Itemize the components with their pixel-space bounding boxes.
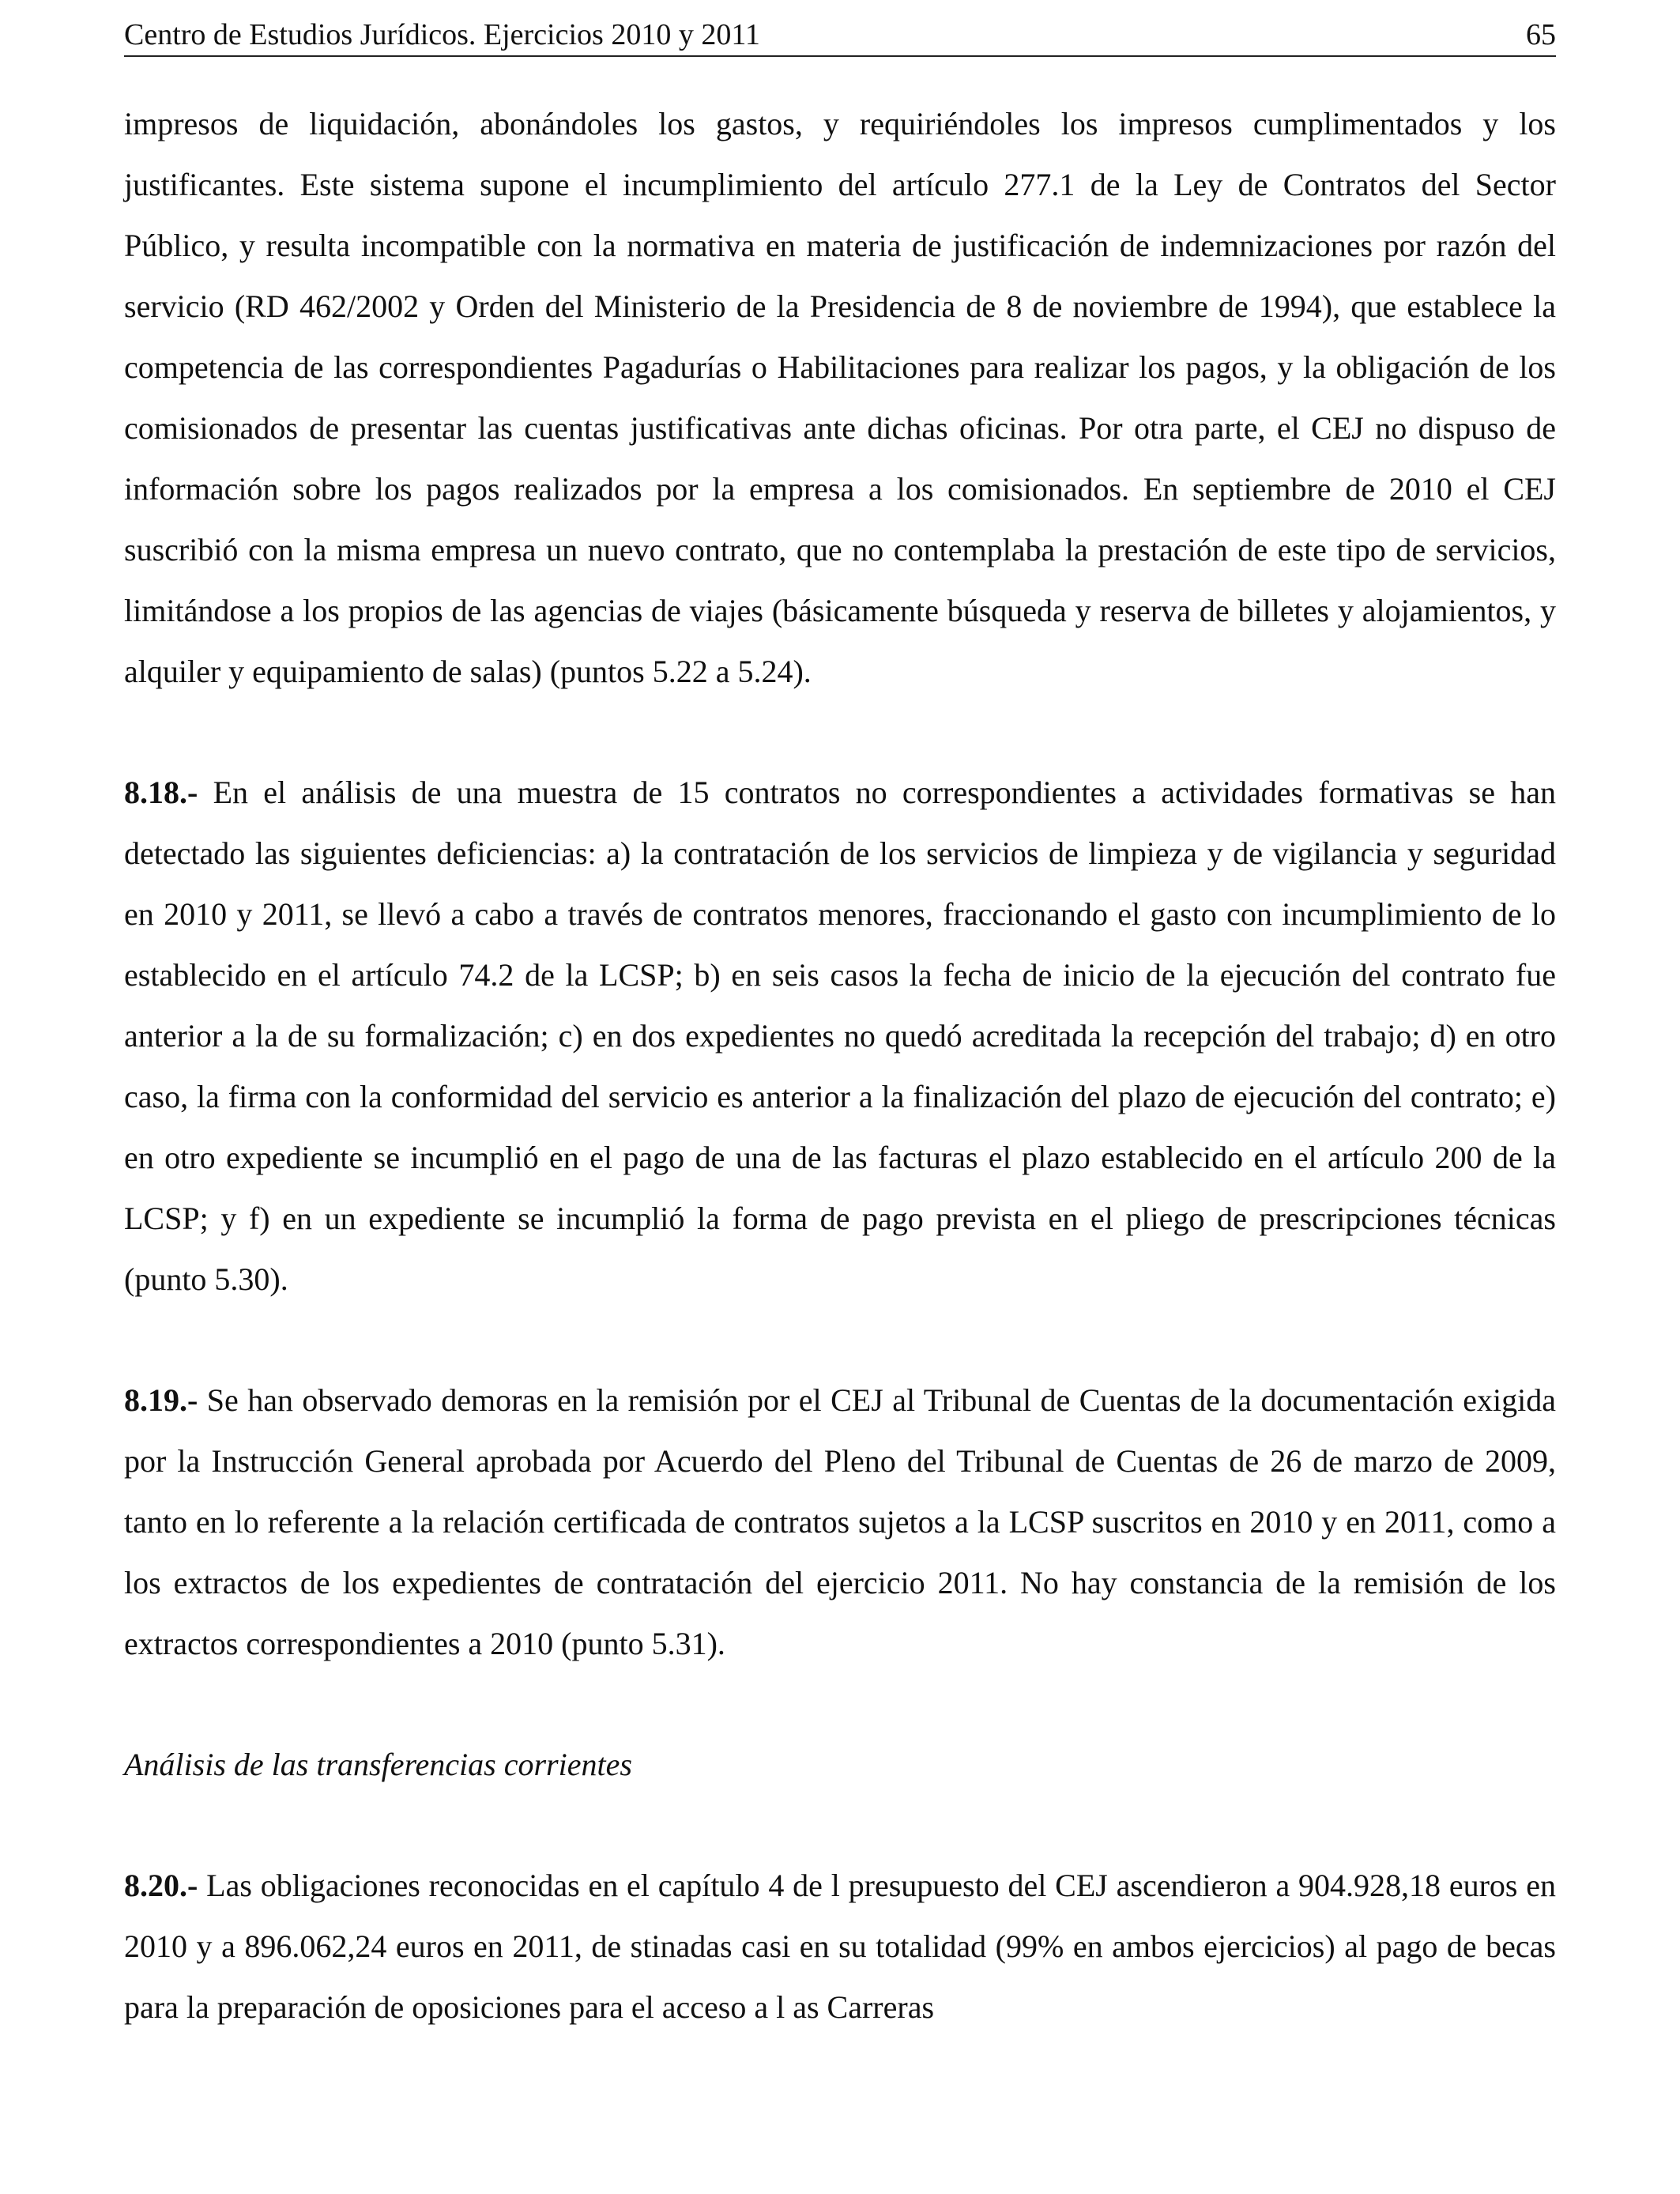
page-header <box>124 14 1556 57</box>
paragraph-number: 8.18.- <box>124 775 198 810</box>
section-heading: Análisis de las transferencias corrientes <box>124 1747 632 1782</box>
paragraph-number: 8.19.- <box>124 1382 198 1418</box>
paragraph-text: impresos de liquidación, abonándoles los gastos, y requiriéndoles los impresos cumplimentados y los justificantes. Este sistema supone el incumplimiento del artículo 277.1 de la Ley de Contratos del Sector Público, y resulta incompatible con la normativa en materia de justificación de indemnizaciones por razón del servicio (RD 462/2002 y Orden del Ministerio de la Presidencia de 8 de noviembre de 1994), que establece la competencia de las correspondientes Pagadurías o Habilitaciones para realizar los pagos, y la obligación de los comisionados de presentar las cuentas justificativas ante dichas oficinas. Por otra parte, el CEJ no dispuso de información sobre los pagos realizados por la empresa a los comisionados. En septiembre de 2010 el CEJ suscribió con la misma empresa un nuevo contrato, que no contemplaba la prestación de este tipo de servicios, limitándose a los propios de las agencias de viajes (básicamente búsqueda y reserva de billetes y alojamientos, y alquiler y equipamiento de salas) (puntos 5.22 a 5.24). <box>124 106 1556 689</box>
paragraph-number: 8.20.- <box>124 1868 198 1903</box>
paragraph-text: Las obligaciones reconocidas en el capítulo 4 de l presupuesto del CEJ ascendieron a 904.928,18 euros en 2010 y a 896.062,24 euros en 2011, de stinadas casi en su totalidad (99% en ambos ejercicios) al pago de becas para la preparación de oposiciones para el acceso a l as Carreras <box>124 1868 1557 2025</box>
document-body <box>124 93 1556 2038</box>
paragraph-8-20 <box>124 1855 1556 2038</box>
paragraph-continuation <box>124 93 1556 702</box>
paragraph-8-19 <box>124 1370 1556 1674</box>
paragraph-8-18 <box>124 762 1556 1310</box>
paragraph-text: Se han observado demoras en la remisión por el CEJ al Tribunal de Cuentas de la documentación exigida por la Instrucción General aprobada por Acuerdo del Pleno del Tribunal de Cuentas de 26 de marzo de 2009, tanto en lo referente a la relación certificada de contratos sujetos a la LCSP suscritos en 2010 y en 2011, como a los extractos de los expedientes de contratación del ejercicio 2011. No hay constancia de la remisión de los extractos correspondientes a 2010 (punto 5.31). <box>124 1382 1556 1661</box>
header-title: Centro de Estudios Jurídicos. Ejercicios 2010 y 2011 <box>124 18 760 51</box>
page-number: 65 <box>1526 18 1556 51</box>
paragraph-text: En el análisis de una muestra de 15 contratos no correspondientes a actividades formativas se han detectado las siguientes deficiencias: a) la contratación de los servicios de limpieza y de vigilancia y seguridad en 2010 y 2011, se llevó a cabo a través de contratos menores, fraccionando el gasto con incumplimiento de lo establecido en el artículo 74.2 de la LCSP; b) en seis casos la fecha de inicio de la ejecución del contrato fue anterior a la de su formalización; c) en dos expedientes no quedó acreditada la recepción del trabajo; d) en otro caso, la firma con la conformidad del servicio es anterior a la finalización del plazo de ejecución del contrato; e) en otro expediente se incumplió en el pago de una de las facturas el plazo establecido en el artículo 200 de la LCSP; y f) en un expediente se incumplió la forma de pago prevista en el pliego de prescripciones técnicas (punto 5.30). <box>124 775 1557 1297</box>
